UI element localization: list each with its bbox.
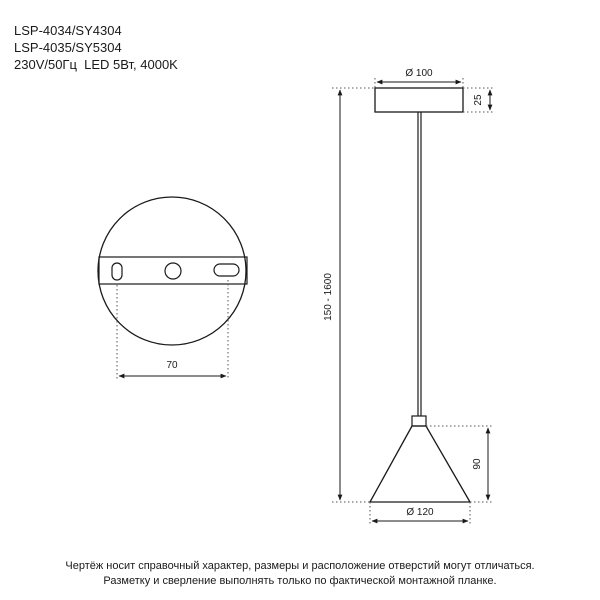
shade-diameter-label: Ø 120 <box>406 507 434 518</box>
canopy-circle <box>98 197 246 345</box>
pendant-side-view <box>323 68 495 526</box>
lamp-shade <box>370 426 470 502</box>
center-hole <box>165 263 181 279</box>
total-height-label: 150 - 1600 <box>323 273 334 321</box>
disclaimer-line-2: Разметку и сверление выполнять только по фактической монтажной планке. <box>103 575 497 587</box>
model-line-1: LSP-4034/SY4304 <box>14 23 122 38</box>
model-line-2: LSP-4035/SY5304 <box>14 40 122 55</box>
canopy-diameter-label: Ø 100 <box>405 68 433 79</box>
shade-height-label: 90 <box>472 458 483 470</box>
canopy-top-view <box>98 197 247 380</box>
disclaimer-line-1: Чертёж носит справочный характер, размеры и расположение отверстий могут отличаться. <box>65 560 535 572</box>
canopy-height-label: 25 <box>473 94 484 106</box>
mounting-slot-right <box>214 264 239 276</box>
disclaimer <box>0 559 600 589</box>
shade-connector <box>412 416 426 426</box>
spacing-dimension-label: 70 <box>166 360 178 371</box>
mounting-plate <box>99 257 247 284</box>
specs-line: 230V/50Гц LED 5Вт, 4000K <box>14 57 178 72</box>
mounting-slot-left <box>112 263 122 280</box>
canopy-side <box>375 88 463 112</box>
